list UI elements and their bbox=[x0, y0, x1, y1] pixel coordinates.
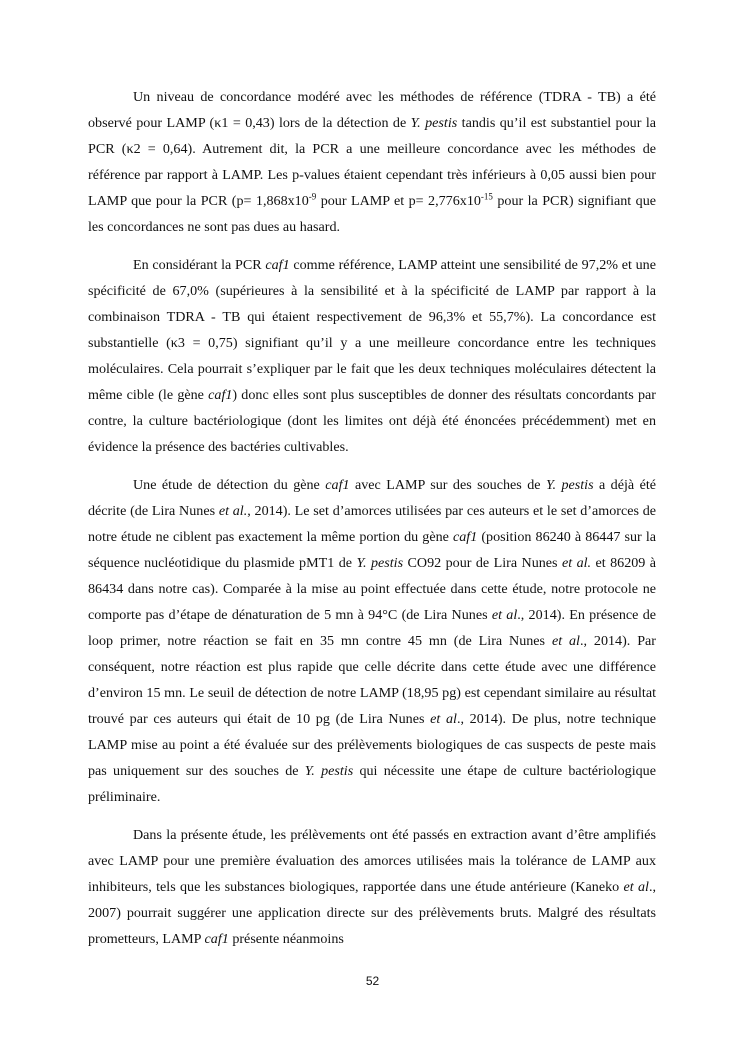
page-number: 52 bbox=[365, 974, 380, 988]
document-page bbox=[88, 84, 656, 964]
text-run: En considérant la PCR bbox=[133, 257, 266, 273]
text-run: présente néanmoins bbox=[228, 931, 344, 947]
text-run: pour LAMP et p= 2,776x10 bbox=[316, 193, 481, 209]
text-run: pour la PCR) signifiant que les concordances ne sont pas dues au hasard. bbox=[88, 193, 657, 235]
text-run: ) donc elles sont plus susceptibles de donner des résultats concordants par contre, la culture bactériologique (dont les limites ont déjà été énoncées précédemment) met en évidence la présence des bactéries cultivables. bbox=[88, 387, 657, 455]
italic-term: et al bbox=[430, 711, 457, 727]
exponent-text: -9 bbox=[308, 191, 317, 202]
text-run: ., 2007) pourrait suggérer une application directe sur des prélèvements bruts. Malgré des résultats prometteurs, LAMP bbox=[88, 879, 656, 947]
text-run: qui nécessite une étape de culture bactériologique préliminaire. bbox=[88, 763, 656, 805]
italic-term: Y. pestis bbox=[356, 555, 404, 571]
text-run: (position 86240 à 86447 sur la séquence nucléotidique du plasmide pMT1 de bbox=[88, 529, 656, 571]
text-run: , 2014). Le set d’amorces utilisées par ces auteurs et le set d’amorces de notre étude ne ciblent pas exactement la même portion du gène bbox=[88, 503, 657, 545]
text-run: tandis qu’il est substantiel pour la PCR (κ2 = 0,64). Autrement dit, la PCR a une meilleure concordance avec les méthodes de référence par rapport à LAMP. Les p-values étaient cependant très inférieurs à 0,05 aussi bien pour LAMP que pour la PCR (p= 1,868x10 bbox=[88, 115, 656, 209]
paragraph-concordance-methods bbox=[88, 84, 656, 240]
text-run: CO92 pour de Lira Nunes bbox=[403, 555, 562, 571]
italic-term: Y. pestis bbox=[304, 763, 354, 779]
paragraph-pcr-reference bbox=[88, 252, 656, 460]
text-run: Dans la présente étude, les prélèvements ont été passés en extraction avant d’être amplifiés avec LAMP pour une première évaluation des amorces utilisées mais la tolérance de LAMP aux inhibiteurs, tels que les substances biologiques, rapportée dans une étude antérieure (Kaneko bbox=[88, 827, 656, 895]
italic-term: Y. pestis bbox=[410, 115, 458, 131]
italic-term: caf1 bbox=[208, 387, 233, 403]
text-run: ., 2014). En présence de loop primer, notre réaction se fait en 35 mn contre 45 mn (de Lira Nunes bbox=[88, 607, 656, 649]
text-run: ., 2014). Par conséquent, notre réaction est plus rapide que celle décrite dans cette étude avec une différence d’environ 15 mn. Le seuil de détection de notre LAMP (18,95 pg) est cependant similaire au résultat trouvé par ces auteurs qui était de 10 pg (de Lira Nunes bbox=[88, 633, 656, 727]
text-run: Une étude de détection du gène bbox=[133, 477, 326, 493]
text-run: comme référence, LAMP atteint une sensibilité de 97,2% et une spécificité de 67,0% (supérieures à la sensibilité et à la spécificité de LAMP par rapport à la combinaison TDRA - TB qui étaient respectivement de 96,3% et 55,7%). La concordance est substantielle (κ3 = 0,75) signifiant qu’il y a une meilleure concordance entre les techniques moléculaires. Cela pourrait s’expliquer par le fait que les deux techniques moléculaires détectent la même cible (le gène bbox=[88, 257, 656, 403]
text-run: avec LAMP sur des souches de bbox=[349, 477, 546, 493]
italic-term: et al bbox=[551, 633, 580, 649]
italic-term: caf1 bbox=[204, 931, 229, 947]
text-run: et 86209 à 86434 dans notre cas). Comparée à la mise au point effectuée dans cette étude, notre protocole ne comporte pas d’étape de dénaturation de 5 mn à 94°C (de Lira Nunes bbox=[88, 555, 657, 623]
paragraph-present-study bbox=[88, 822, 656, 952]
italic-term: et al bbox=[491, 607, 518, 623]
italic-term: et al. bbox=[561, 555, 592, 571]
exponent-text: -15 bbox=[480, 191, 493, 202]
italic-term: caf1 bbox=[265, 257, 290, 273]
italic-term: caf1 bbox=[453, 529, 478, 545]
text-run: Un niveau de concordance modéré avec les méthodes de référence (TDRA - TB) a été observé pour LAMP (κ1 = 0,43) lors de la détection de bbox=[88, 89, 656, 131]
italic-term: et al. bbox=[218, 503, 248, 519]
italic-term: et al bbox=[623, 879, 649, 895]
paragraph-lira-nunes-comparison bbox=[88, 472, 656, 810]
italic-term: Y. pestis bbox=[545, 477, 594, 493]
text-run: ., 2014). De plus, notre technique LAMP mise au point a été évaluée sur des prélèvements biologiques de cas suspects de peste mais pas uniquement sur des souches de bbox=[88, 711, 657, 779]
text-run: a déjà été décrite (de Lira Nunes bbox=[88, 477, 657, 519]
italic-term: caf1 bbox=[325, 477, 350, 493]
